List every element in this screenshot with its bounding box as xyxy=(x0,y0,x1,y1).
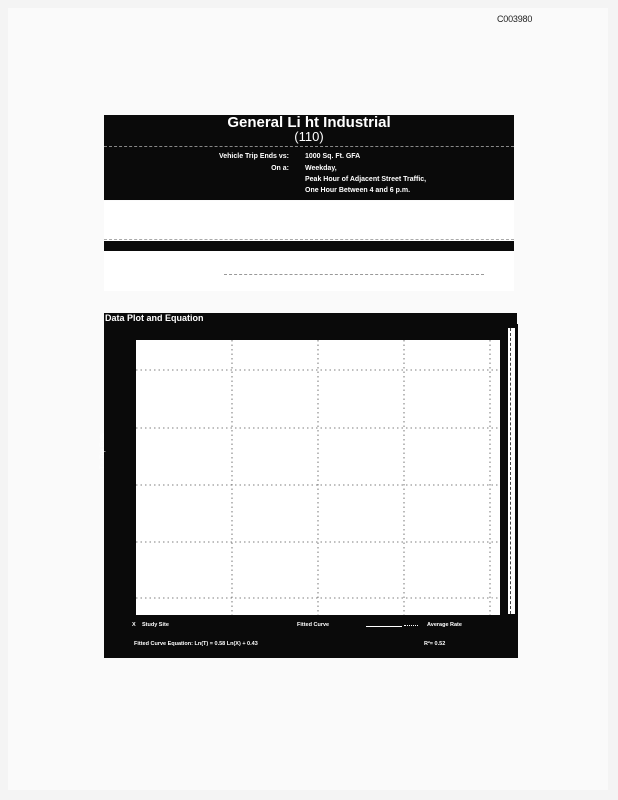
detail-value-peak: Peak Hour of Adjacent Street Traffic, xyxy=(305,176,427,183)
y-axis-label: T = Trip Ends xyxy=(100,433,106,469)
legend-average-rate: Average Rate xyxy=(427,622,462,628)
land-use-title: General Li ht Industrial xyxy=(227,114,391,131)
legend-fitted-curve: Fitted Curve xyxy=(297,622,330,628)
header-divider xyxy=(104,146,514,148)
statistics-band xyxy=(104,241,514,251)
fitted-curve-equation: Fitted Curve Equation: Ln(T) = 0.58 Ln(X) + 0.43 xyxy=(134,641,258,647)
statistics-box-upper xyxy=(104,201,514,241)
plot-right-margin xyxy=(508,328,515,614)
r-squared-value: R²= 0.52 xyxy=(424,641,446,647)
detail-label-on: On a: xyxy=(271,165,289,172)
legend-average-rate-line xyxy=(404,625,418,627)
detail-value-vs: 1000 Sq. Ft. GFA xyxy=(305,153,361,160)
legend-study-site: Study Site xyxy=(142,622,169,628)
detail-value-on: Weekday, xyxy=(305,165,337,172)
document-id-stamp: C003980 xyxy=(497,14,533,24)
x-tick-label: 5 xyxy=(490,592,495,601)
statistics-dashed-rule xyxy=(224,274,484,276)
data-plot-frame xyxy=(100,324,518,658)
legend-study-site-symbol: X xyxy=(132,622,136,628)
detail-label-vs: Vehicle Trip Ends vs: xyxy=(218,153,289,160)
legend-fitted-curve-line xyxy=(366,626,402,627)
plot-grid xyxy=(136,340,500,615)
plot-area xyxy=(136,340,500,615)
detail-value-hour: One Hour Between 4 and 6 p.m. xyxy=(305,187,411,194)
statistics-box-lower xyxy=(104,251,514,291)
land-use-code: (110) xyxy=(294,129,324,144)
land-use-header xyxy=(104,115,514,200)
plot-section-title: Data Plot and Equation xyxy=(104,313,517,324)
